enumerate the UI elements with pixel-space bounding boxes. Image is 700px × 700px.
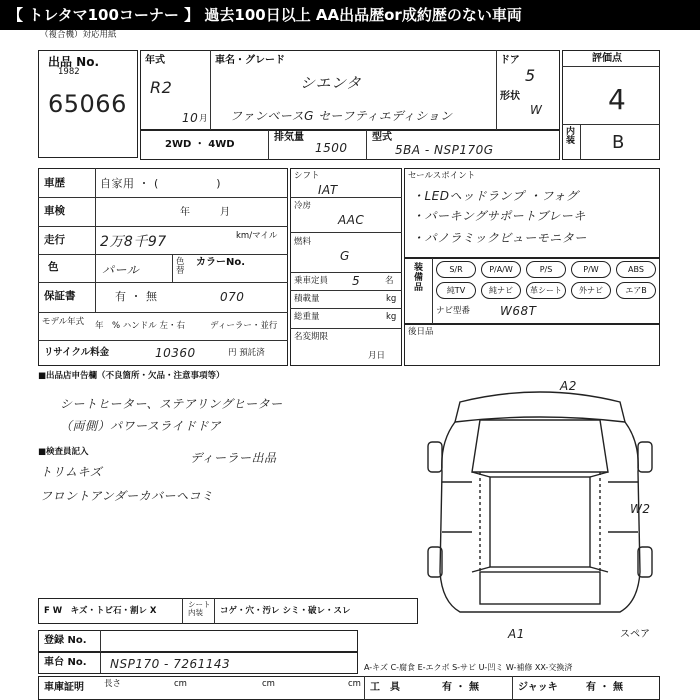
history-value: 自家用 ・ ( ) [100, 177, 222, 190]
load-kg: kg [386, 294, 397, 304]
equip-tv: 純TV [436, 282, 476, 299]
tools-value: 有 ・ 無 [442, 682, 479, 693]
sales-line-3: ・パノラミックビューモニター [412, 231, 587, 245]
recycle-value: 10360 [155, 346, 196, 360]
equip-navi: 純ナビ [481, 282, 521, 299]
interior-value: B [612, 132, 625, 153]
seat-row: コゲ・穴・汚レ シミ・破レ・スレ [220, 606, 351, 616]
equip-ps: P/S [526, 261, 566, 278]
fw-row: F W キズ・トビ石・割レ X [44, 606, 157, 616]
grade: ファンベースG セーフティエディション [230, 109, 453, 123]
equip-leather: 革シート [526, 282, 566, 299]
ac-value: AAC [338, 213, 365, 227]
color-sub: 色替 [176, 257, 185, 276]
weight-label: 総重量 [294, 312, 320, 322]
declaration-label: ■出品店申告欄（不良箇所・欠品・注意事項等） [38, 371, 225, 381]
color-no-value: 070 [220, 290, 245, 304]
jack-label: ジャッキ [518, 682, 558, 693]
capacity-unit: 名 [385, 276, 394, 286]
inspector-label: ■検査員記入 [38, 447, 89, 457]
mark-w2: W2 [630, 502, 651, 516]
inspector-line-2: フロントアンダーカバーヘコミ [40, 489, 214, 503]
history-label: 車歴 [44, 177, 65, 189]
declaration-line-1: シートヒーター、ステアリングヒーター [60, 397, 283, 411]
name-label: 車名・グレード [215, 55, 285, 66]
month-value: 10 [182, 111, 199, 125]
reg-unit: 月日 [368, 351, 386, 361]
spare-label: スペア [620, 629, 650, 640]
year-value: R2 [150, 78, 173, 97]
shift-value: IAT [318, 183, 338, 197]
shape-label: 形状 [500, 91, 520, 102]
sales-line-1: ・LEDヘッドランプ ・フォグ [412, 189, 579, 203]
capacity-value: 5 [352, 274, 361, 288]
tools-label: 工 具 [370, 682, 400, 693]
lot-year: 1982 [58, 67, 80, 77]
color-value: パール [102, 263, 140, 277]
sales-line-2: ・パーキングサポートブレーキ [412, 209, 586, 223]
equip-ext-navi: 外ナビ [571, 282, 611, 299]
color-no-label: カラーNo. [196, 257, 246, 268]
recycle-unit: 円 預託済 [228, 348, 265, 358]
subnote: （複合機）対応用紙 [40, 30, 117, 40]
score-value: 4 [608, 83, 627, 116]
dealer-note: ディーラー出品 [190, 451, 277, 465]
fuel-label: 燃料 [294, 237, 312, 247]
inspection-label: 車検 [44, 205, 65, 217]
color-label: 色 [48, 261, 59, 273]
banner: 【 トレタマ100コーナー 】 過去100日以上 AA出品歴or成約歴のない車両 [0, 0, 700, 30]
sales-label: セールスポイント [408, 171, 476, 181]
model-value: 5BA - NSP170G [395, 143, 494, 157]
displacement-value: 1500 [315, 141, 348, 155]
handle-label: 年 % ハンドル 左・右 [95, 321, 185, 331]
codes: A-キズ C-腐食 E-エクボ S-サビ U-凹ミ W-補修 XX-交換済 [364, 663, 573, 672]
score-label: 評価点 [592, 53, 622, 64]
cm-2: cm [262, 679, 275, 689]
equip-paw: P/A/W [481, 261, 521, 278]
capacity-label: 乗車定員 [294, 276, 329, 286]
door-value: 5 [525, 66, 536, 85]
declaration-line-2: （両側）パワースライドドア [60, 419, 222, 433]
displacement-label: 排気量 [274, 132, 304, 143]
drive-label: 2WD ・ 4WD [165, 139, 235, 150]
registration-label: 名変期限 [294, 332, 329, 342]
car-diagram [420, 372, 660, 630]
jack-value: 有 ・ 無 [586, 682, 623, 693]
load-label: 積載量 [294, 294, 320, 304]
dealer-label: ディーラー・並行 [210, 321, 278, 331]
mark-a2: A2 [560, 379, 577, 393]
warranty-label: 保証書 [44, 290, 76, 302]
seat-label: シート 内装 [188, 600, 211, 617]
reg-no-label: 登録 No. [44, 635, 87, 646]
mark-a1: A1 [508, 627, 525, 641]
aftermarket-label: 後日品 [408, 327, 434, 337]
equip-abs: ABS [616, 261, 656, 278]
shift-label: シフト [294, 171, 320, 181]
lot-number: 65066 [48, 90, 127, 118]
shape-value: W [530, 103, 543, 117]
mileage-label: 走行 [44, 234, 65, 246]
interior-label: 内装 [566, 127, 576, 146]
door-label: ドア [500, 55, 520, 66]
chassis-value: NSP170 - 7261143 [110, 657, 231, 671]
equip-pw: P/W [571, 261, 611, 278]
navi-value: W68T [500, 304, 537, 318]
chassis-label: 車台 No. [44, 657, 87, 668]
inspector-line-1: トリムキズ [40, 465, 103, 479]
equip-sr: S/R [436, 261, 476, 278]
length-label: 長さ [104, 679, 122, 689]
model-label: 型式 [372, 132, 392, 143]
aftermarket-box [404, 324, 660, 366]
car-name: シエンタ [300, 74, 362, 92]
garage-label: 車庫証明 [44, 682, 84, 693]
navi-label: ナビ型番 [436, 306, 471, 316]
cm-3: cm [348, 679, 361, 689]
year-label: 年式 [145, 55, 165, 66]
mileage-value: 2万8千97 [100, 234, 167, 250]
weight-kg: kg [386, 312, 397, 322]
cm-1: cm [174, 679, 187, 689]
equipment-label: 装備品 [414, 263, 424, 293]
lot-label: 出品 No. [48, 55, 100, 69]
mileage-unit: km/マイル [236, 231, 278, 241]
month-unit: 月 [199, 114, 208, 124]
inspection-units: 年 月 [180, 207, 230, 218]
recycle-label: リサイクル料金 [44, 347, 110, 358]
ac-label: 冷房 [294, 201, 312, 211]
warranty-value: 有 ・ 無 [115, 290, 158, 303]
fuel-value: G [340, 249, 350, 263]
model-year-label: モデル年式 [42, 317, 85, 327]
equip-airbag: エアB [616, 282, 656, 299]
